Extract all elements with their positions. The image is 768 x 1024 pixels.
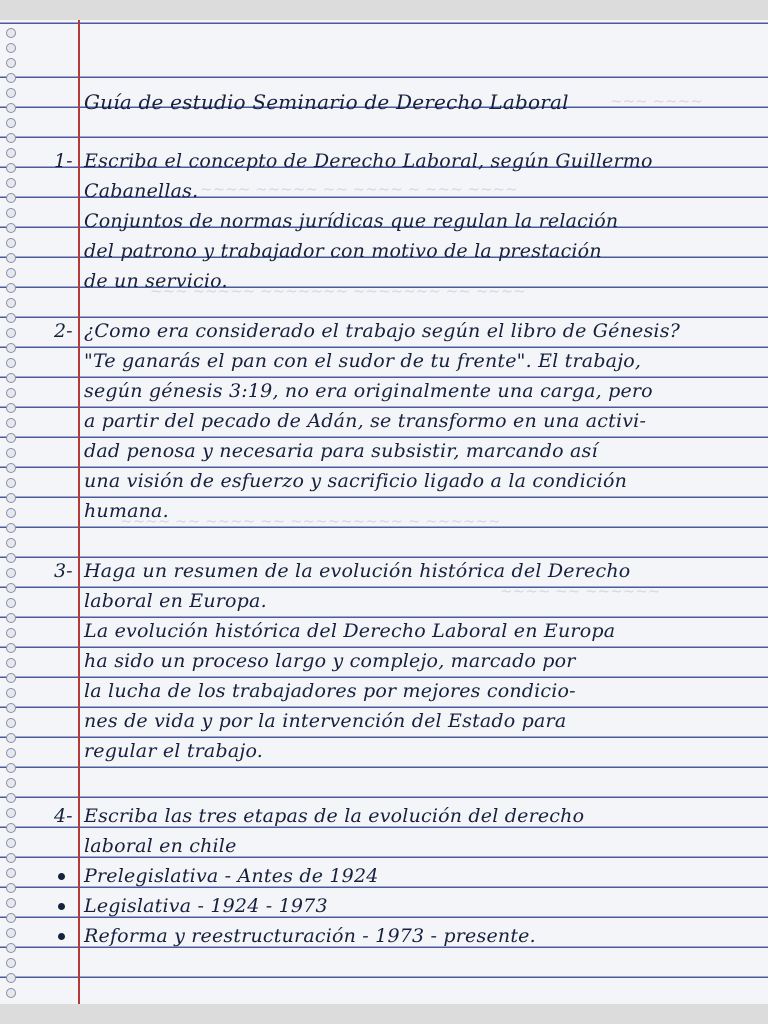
binding-hole — [6, 913, 16, 923]
binding-hole — [6, 898, 16, 908]
binding-hole — [6, 778, 16, 788]
bullet-dot — [58, 903, 65, 910]
answer-text: dad penosa y necesaria para subsistir, marcando así — [84, 440, 598, 462]
binding-hole — [6, 823, 16, 833]
binding-hole — [6, 88, 16, 98]
binding-hole — [6, 988, 16, 998]
answer-text: La evolución histórica del Derecho Laboral en Europa — [84, 620, 616, 642]
binding-hole — [6, 388, 16, 398]
binding-hole — [6, 163, 16, 173]
binding-hole — [6, 58, 16, 68]
binding-hole — [6, 613, 16, 623]
question-text: Haga un resumen de la evolución histórica del Derecho — [84, 560, 631, 582]
bleed-through-mark: ~~~ ~~~~ — [610, 92, 703, 110]
binding-hole — [6, 523, 16, 533]
binding-hole — [6, 658, 16, 668]
binding-hole — [6, 538, 16, 548]
answer-text: la lucha de los trabajadores por mejores condicio- — [84, 680, 576, 702]
binding-hole — [6, 478, 16, 488]
binding-hole — [6, 583, 16, 593]
binding-hole — [6, 253, 16, 263]
question-number: 3- — [54, 560, 73, 582]
answer-text: a partir del pecado de Adán, se transformo en una activi- — [84, 410, 647, 432]
answer-text: "Te ganarás el pan con el sudor de tu frente". El trabajo, — [84, 350, 642, 372]
binding-hole — [6, 238, 16, 248]
answer-text: humana. — [84, 500, 169, 522]
question-number: 2- — [54, 320, 73, 342]
binding-hole — [6, 298, 16, 308]
binding-hole — [6, 628, 16, 638]
list-item: Legislativa - 1924 - 1973 — [84, 895, 328, 917]
list-item: Reforma y reestructuración - 1973 - presente. — [84, 925, 536, 947]
binding-hole — [6, 373, 16, 383]
page-title: Guía de estudio Seminario de Derecho Laboral — [84, 90, 569, 114]
binding-hole — [6, 568, 16, 578]
binding-hole — [6, 688, 16, 698]
answer-text: de un servicio. — [84, 270, 228, 292]
question-text: laboral en chile — [84, 835, 237, 857]
binding-hole — [6, 433, 16, 443]
binding-hole — [6, 448, 16, 458]
binding-hole — [6, 703, 16, 713]
binding-hole — [6, 808, 16, 818]
binding-hole — [6, 793, 16, 803]
binding-hole — [6, 868, 16, 878]
question-number: 1- — [54, 150, 73, 172]
binding-hole — [6, 328, 16, 338]
binding-hole — [6, 403, 16, 413]
binding-hole — [6, 283, 16, 293]
answer-text: del patrono y trabajador con motivo de la prestación — [84, 240, 602, 262]
binding-hole — [6, 28, 16, 38]
bleed-through-mark: ~~~~ ~~ ~~~~~~ — [500, 582, 661, 600]
margin-line — [78, 20, 80, 1004]
binding-hole — [6, 643, 16, 653]
bullet-dot — [58, 933, 65, 940]
binding-hole — [6, 853, 16, 863]
binding-hole — [6, 208, 16, 218]
answer-text: regular el trabajo. — [84, 740, 263, 762]
binding-hole — [6, 508, 16, 518]
binding-hole — [6, 193, 16, 203]
binding-hole — [6, 418, 16, 428]
binding-hole — [6, 73, 16, 83]
binding-hole — [6, 223, 16, 233]
answer-text: nes de vida y por la intervención del Estado para — [84, 710, 567, 732]
binding-hole — [6, 748, 16, 758]
question-text: Escriba las tres etapas de la evolución del derecho — [84, 805, 585, 827]
binding-hole — [6, 958, 16, 968]
binding-hole — [6, 973, 16, 983]
binding-hole — [6, 463, 16, 473]
answer-text: ha sido un proceso largo y complejo, marcado por — [84, 650, 576, 672]
binding-hole — [6, 763, 16, 773]
binding-hole — [6, 133, 16, 143]
question-text: Escriba el concepto de Derecho Laboral, según Guillermo — [84, 150, 653, 172]
binding-hole — [6, 883, 16, 893]
bleed-through-mark: ~~~ ~~~~~ ~~~~~~~ ~~~~~~~ ~~ ~~~~ — [150, 282, 526, 300]
binding-hole — [6, 493, 16, 503]
binding-hole — [6, 928, 16, 938]
binding-hole — [6, 718, 16, 728]
answer-text: una visión de esfuerzo y sacrificio ligado a la condición — [84, 470, 628, 492]
question-text: Cabanellas. — [84, 180, 199, 202]
binding-hole — [6, 43, 16, 53]
bullet-dot — [58, 873, 65, 880]
bleed-through-mark: ~~~~ ~~ ~~~~ ~~ ~~~~~~~~~ ~ ~~~~~~ — [120, 512, 501, 530]
binding-hole — [6, 553, 16, 563]
binding-hole — [6, 313, 16, 323]
binding-hole — [6, 103, 16, 113]
question-text: ¿Como era considerado el trabajo según el libro de Génesis? — [84, 320, 681, 342]
binding-hole — [6, 943, 16, 953]
binding-hole — [6, 598, 16, 608]
binding-hole — [6, 118, 16, 128]
binding-hole — [6, 838, 16, 848]
question-number: 4- — [54, 805, 73, 827]
answer-text: Conjuntos de normas jurídicas que regulan la relación — [84, 210, 619, 232]
binding-hole — [6, 358, 16, 368]
binding-hole — [6, 178, 16, 188]
notebook-page — [0, 20, 768, 1004]
binding-hole — [6, 673, 16, 683]
binding-hole — [6, 268, 16, 278]
binding-hole — [6, 148, 16, 158]
answer-text: según génesis 3:19, no era originalmente una carga, pero — [84, 380, 653, 402]
question-text: laboral en Europa. — [84, 590, 267, 612]
bleed-through-mark: ~~~~ ~~~~~ ~~ ~~~~ ~ ~~~ ~~~~ — [200, 180, 518, 198]
binding-hole — [6, 343, 16, 353]
spiral-binding — [4, 20, 18, 1004]
binding-hole — [6, 733, 16, 743]
list-item: Prelegislativa - Antes de 1924 — [84, 865, 379, 887]
